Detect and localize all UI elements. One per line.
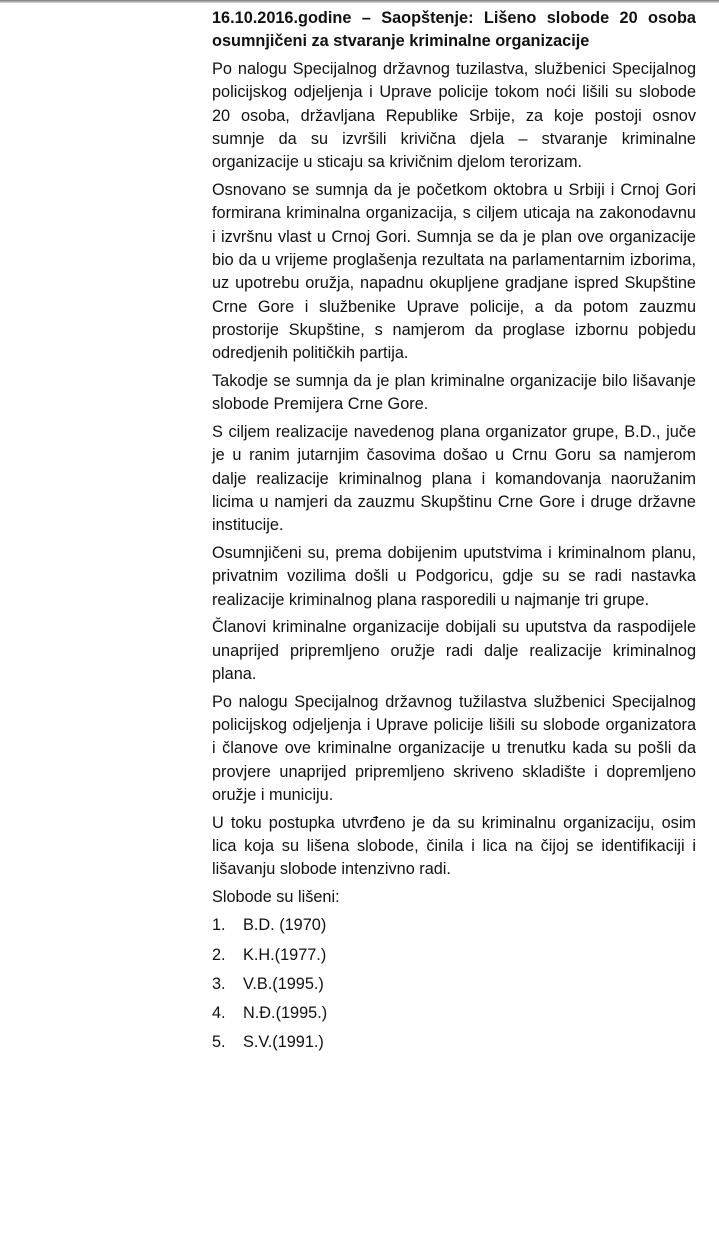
list-item-number: 5. xyxy=(212,1033,226,1052)
list-item-number: 1. xyxy=(212,916,226,935)
article-paragraph: Po nalogu Specijalnog državnog tužilastva službenici Specijalnog policijskog odjeljenja i Uprave policije lišili su slobode organizatora i članove ove kriminalne organizacije u trenutku kada su pošli da provjere unaprijed pripremljeno skriveno skladište i dopremljeno oružje i municiju. xyxy=(212,692,696,804)
list-item-number: 3. xyxy=(212,974,226,993)
article-paragraph: S ciljem realizacije navedenog plana organizator grupe, B.D., juče je u ranim jutarnjim časovima došao u Crnu Goru sa namjerom dalje realizacije kriminalnog plana i komandovanja naoružanim licima u namjeri da zauzmu Skupštinu Crne Gore i druge državne institucije. xyxy=(212,423,696,535)
list-item-name: S.V.(1991.) xyxy=(243,1033,324,1052)
article-paragraph: U toku postupka utvrđeno je da su kriminalnu organizaciju, osim lica koja su lišena slobode, činila i lica na čijoj se identifikaciji i lišavanju slobode intenzivno radi. xyxy=(212,813,696,879)
list-item-name: K.H.(1977.) xyxy=(243,945,327,964)
article-paragraph: Po nalogu Specijalnog državnog tuzilastva, službenici Specijalnog policijskog odjeljenja i Uprave policije tokom noći lišili su slobode 20 osoba, državljana Republike Srbije, za koje postoji osnov sumnje da su izvršili krivična djela – stvaranje kriminalne organizacije u sticaju sa krivičnim djelom terorizam. xyxy=(212,60,696,172)
list-item-number: 2. xyxy=(212,945,226,964)
list-item-name: B.D. (1970) xyxy=(243,916,327,935)
list-item xyxy=(212,914,696,937)
list-item xyxy=(212,944,696,967)
list-item xyxy=(212,1002,696,1025)
list-item xyxy=(212,973,696,996)
detainees-list xyxy=(212,914,696,1054)
list-item-name: N.Đ.(1995.) xyxy=(243,1004,328,1023)
article-paragraph: Osnovano se sumnja da je početkom oktobra u Srbiji i Crnoj Gori formirana kriminalna organizacija, s ciljem uticaja na zakonodavnu i izvršnu vlast u Crnoj Gori. Sumnja se da je plan ove organizacije bio da u vrijeme proglašenja rezultata na parlamentarnim izborima, uz upotrebu oružja, napadnu okupljene gradjane ispred Skupštine Crne Gore i službenike Uprave policije, a da potom zauzmu prostorije Skupštine, s namjerom da proglase izbornu pobjedu odredjenih političkih partija. xyxy=(212,181,696,363)
article-title: 16.10.2016.godine – Saopštenje: Lišeno slobode 20 osoba osumnjičeni za stvaranje kriminalne organizacije xyxy=(212,9,696,51)
list-item-number: 4. xyxy=(212,1004,226,1023)
list-item xyxy=(212,1031,696,1054)
article-paragraph: Osumnjičeni su, prema dobijenim uputstvima i kriminalnom planu, privatnim vozilima došli u Podgoricu, gdje su se radi nastavka realizacije kriminalnog plana rasporedili u najmanje tri grupe. xyxy=(212,544,696,609)
press-release-article xyxy=(212,7,696,1060)
top-divider xyxy=(0,0,719,6)
detainees-heading: Slobode su lišeni: xyxy=(212,888,340,907)
article-paragraph: Takodje se sumnja da je plan kriminalne organizacije bilo lišavanje slobode Premijera Crne Gore. xyxy=(212,371,696,414)
list-item-name: V.B.(1995.) xyxy=(243,974,324,993)
article-paragraph: Članovi kriminalne organizacije dobijali su uputstva da raspodijele unaprijed pripremljeno oružje radi dalje realizacije kriminalnog plana. xyxy=(212,618,696,684)
